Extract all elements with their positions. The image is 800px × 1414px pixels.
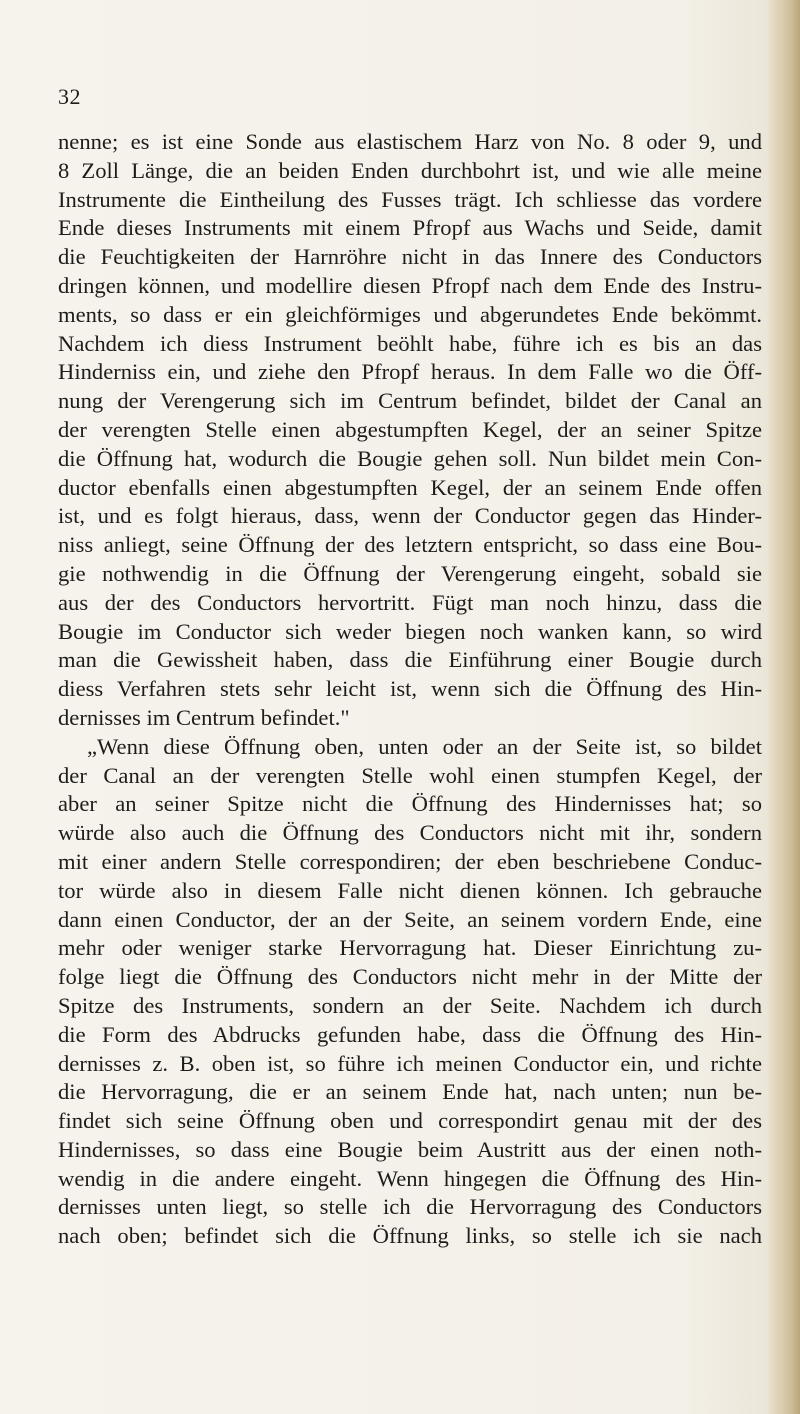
text-line: Bougie im Conductor sich weder biegen noch wanken kann, so wird <box>58 618 762 644</box>
text-line: dringen können, und modellire diesen Pfropf nach dem Ende des Instru- <box>58 272 762 298</box>
text-line: gie nothwendig in die Öffnung der Verengerung eingeht, sobald sie <box>58 560 762 586</box>
text-line: Ende dieses Instruments mit einem Pfropf aus Wachs und Seide, damit <box>58 215 762 241</box>
text-line: man die Gewissheit haben, dass die Einführung einer Bougie durch <box>58 647 762 673</box>
text-line: diess Verfahren stets sehr leicht ist, wenn sich die Öffnung des Hin- <box>58 676 762 702</box>
body-text <box>58 128 762 1251</box>
text-line: aber an seiner Spitze nicht die Öffnung des Hindernisses hat; so <box>58 791 762 817</box>
text-line: der Canal an der verengten Stelle wohl einen stumpfen Kegel, der <box>58 762 762 788</box>
text-line: ments, so dass er ein gleichförmiges und abgerundetes Ende bekömmt. <box>58 301 762 327</box>
text-line: Hinderniss ein, und ziehe den Pfropf heraus. In dem Falle wo die Öff- <box>58 359 762 385</box>
text-line: findet sich seine Öffnung oben und correspondirt genau mit der des <box>58 1108 762 1134</box>
paragraph-start-line: „Wenn diese Öffnung oben, unten oder an der Seite ist, so bildet <box>87 733 762 759</box>
text-line: die Feuchtigkeiten der Harnröhre nicht in das Innere des Conductors <box>58 244 762 270</box>
text-line: die Hervorragung, die er an seinem Ende hat, nach unten; nun be- <box>58 1079 762 1105</box>
text-line: dernisses z. B. oben ist, so führe ich meinen Conductor ein, und richte <box>58 1050 762 1076</box>
text-line: würde also auch die Öffnung des Conductors nicht mit ihr, sondern <box>58 820 762 846</box>
text-line: die Öffnung hat, wodurch die Bougie gehen soll. Nun bildet mein Con- <box>58 445 762 471</box>
text-line: ductor ebenfalls einen abgestumpften Kegel, der an seinem Ende offen <box>58 474 762 500</box>
text-line: 8 Zoll Länge, die an beiden Enden durchbohrt ist, und wie alle meine <box>58 157 762 183</box>
text-line: nach oben; befindet sich die Öffnung links, so stelle ich sie nach <box>58 1223 762 1249</box>
page-edge-shadow <box>766 0 800 1414</box>
text-line: dernisses im Centrum befindet." <box>58 704 350 730</box>
text-line: der verengten Stelle einen abgestumpften Kegel, der an seiner Spitze <box>58 416 762 442</box>
text-line: mit einer andern Stelle correspondiren; der eben beschriebene Conduc- <box>58 848 762 874</box>
text-line: aus der des Conductors hervortritt. Fügt man noch hinzu, dass die <box>58 589 762 615</box>
text-line: tor würde also in diesem Falle nicht dienen können. Ich gebrauche <box>58 877 762 903</box>
text-line: dernisses unten liegt, so stelle ich die Hervorragung des Conductors <box>58 1194 762 1220</box>
text-line: nenne; es ist eine Sonde aus elastischem Harz von No. 8 oder 9, und <box>58 129 762 154</box>
text-line: Nachdem ich diess Instrument beöhlt habe, führe ich es bis an das <box>58 330 762 356</box>
text-line: Spitze des Instruments, sondern an der Seite. Nachdem ich durch <box>58 992 762 1018</box>
text-line: ist, und es folgt hieraus, dass, wenn der Conductor gegen das Hinder- <box>58 503 762 529</box>
text-line: Instrumente die Eintheilung des Fusses trägt. Ich schliesse das vordere <box>58 186 762 212</box>
text-line: dann einen Conductor, der an der Seite, an seinem vordern Ende, eine <box>58 906 762 932</box>
text-line: mehr oder weniger starke Hervorragung hat. Dieser Einrichtung zu- <box>58 935 762 961</box>
text-line: nung der Verengerung sich im Centrum befindet, bildet der Canal an <box>58 388 762 414</box>
page-number: 32 <box>58 84 81 109</box>
text-line: wendig in die andere eingeht. Wenn hingegen die Öffnung des Hin- <box>58 1165 762 1191</box>
text-line: Hindernisses, so dass eine Bougie beim Austritt aus der einen noth- <box>58 1136 762 1162</box>
text-line: die Form des Abdrucks gefunden habe, dass die Öffnung des Hin- <box>58 1021 762 1047</box>
text-line: folge liegt die Öffnung des Conductors nicht mehr in der Mitte der <box>58 964 762 990</box>
text-line: niss anliegt, seine Öffnung der des letztern entspricht, so dass eine Bou- <box>58 532 762 558</box>
